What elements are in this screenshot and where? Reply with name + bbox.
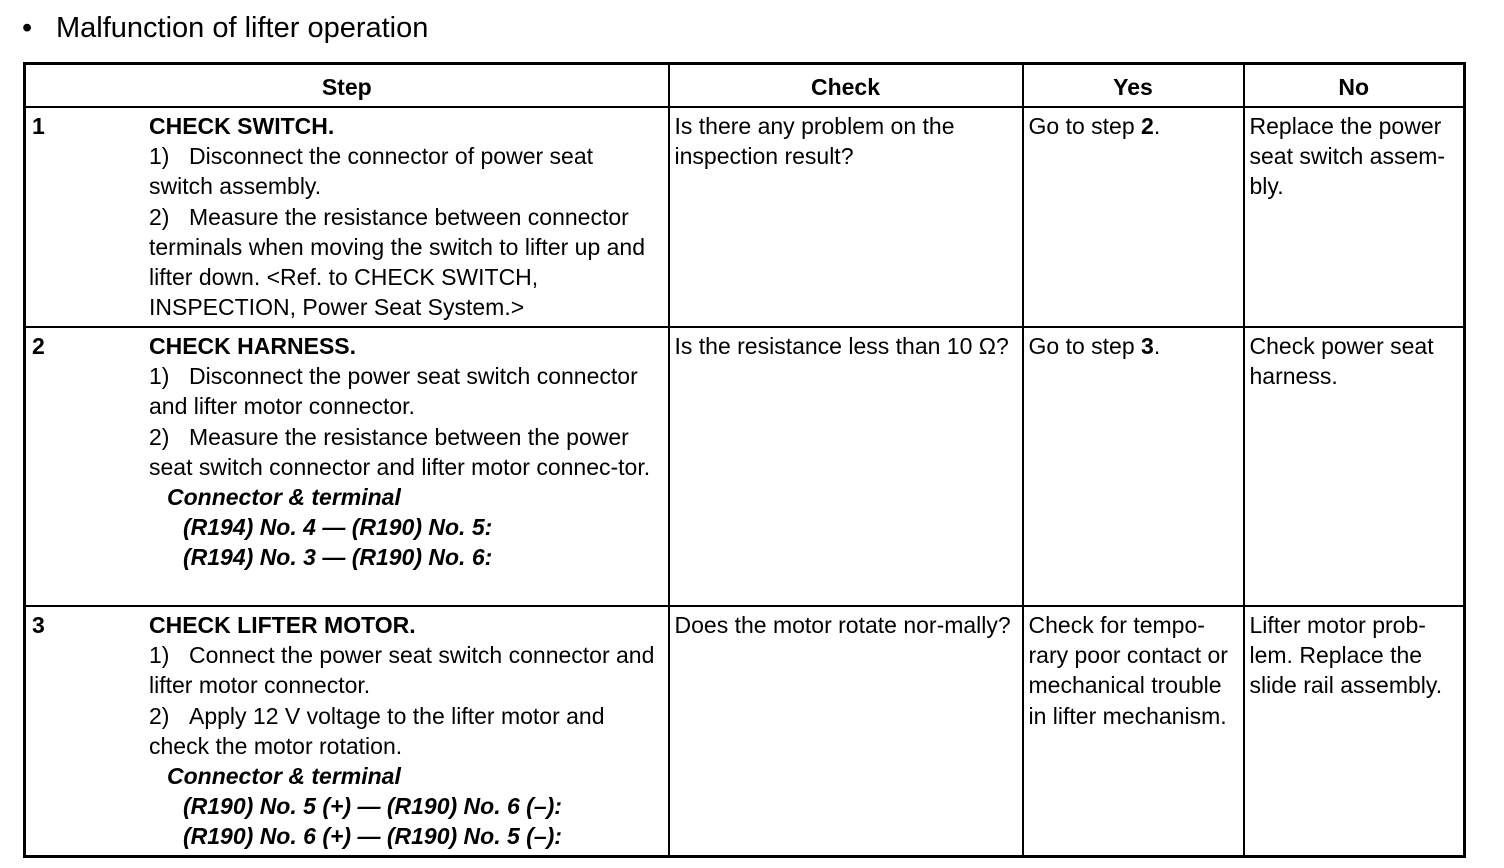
step-cell bbox=[25, 327, 669, 606]
table-row bbox=[25, 606, 1465, 856]
substep-text: Measure the resistance between connector terminals when moving the switch to lifter up and lifter down. <Ref. to CHECK SWITCH, INSPECTION, Power Seat System.> bbox=[149, 203, 646, 321]
step-cell bbox=[25, 107, 669, 327]
yes-step-ref: 2 bbox=[1141, 113, 1154, 139]
section-heading bbox=[22, 8, 428, 48]
connector-terminal-item: (R194) No. 3 — (R190) No. 6: bbox=[183, 544, 493, 571]
substep-text: Apply 12 V voltage to the lifter motor and check the motor rotation. bbox=[149, 702, 605, 759]
table-row bbox=[25, 327, 1465, 606]
step-number: 1 bbox=[32, 113, 45, 139]
substep bbox=[149, 141, 663, 201]
substep bbox=[149, 202, 663, 323]
yes-text: Check for tempo-rary poor contact or mechanical trouble in lifter mechanism. bbox=[1028, 612, 1228, 729]
yes-step-ref: 3 bbox=[1141, 333, 1154, 359]
no-cell: Replace the power seat switch assem-bly. bbox=[1244, 107, 1465, 327]
header-step: Step bbox=[25, 64, 669, 108]
yes-text: Go to step bbox=[1028, 113, 1142, 139]
step-cell bbox=[25, 606, 669, 856]
substep-text: Disconnect the power seat switch connector and lifter motor connector. bbox=[149, 363, 638, 420]
connector-terminal-item: (R194) No. 4 — (R190) No. 5: bbox=[183, 514, 493, 541]
substep bbox=[149, 422, 663, 482]
yes-cell bbox=[1023, 606, 1244, 856]
check-cell: Does the motor rotate nor-mally? bbox=[669, 606, 1023, 856]
header-check: Check bbox=[669, 64, 1023, 108]
substep-text: Disconnect the connector of power seat switch assembly. bbox=[149, 143, 594, 200]
substep-index: 2) bbox=[149, 423, 170, 450]
substep-text: Measure the resistance between the power seat switch connector and lifter motor connec-tor. bbox=[149, 423, 651, 480]
connector-terminal-heading: Connector & terminal bbox=[167, 763, 401, 790]
substep-index: 2) bbox=[149, 203, 170, 230]
section-title-text: Malfunction of lifter operation bbox=[56, 12, 429, 44]
connector-terminal-heading: Connector & terminal bbox=[167, 484, 401, 511]
check-cell: Is there any problem on the inspection result? bbox=[669, 107, 1023, 327]
step-title: CHECK LIFTER MOTOR. bbox=[149, 612, 416, 638]
step-title: CHECK SWITCH. bbox=[149, 113, 335, 139]
substep bbox=[149, 701, 663, 761]
yes-cell bbox=[1023, 327, 1244, 606]
yes-text: Go to step bbox=[1028, 333, 1142, 359]
substep-index: 1) bbox=[149, 363, 170, 390]
table-row bbox=[25, 107, 1465, 327]
no-cell: Check power seat harness. bbox=[1244, 327, 1465, 606]
substep bbox=[149, 640, 663, 700]
step-title: CHECK HARNESS. bbox=[149, 333, 357, 359]
table-header-row bbox=[25, 64, 1465, 108]
header-yes: Yes bbox=[1023, 64, 1244, 108]
step-number: 2 bbox=[32, 333, 45, 359]
substep-text: Connect the power seat switch connector and lifter motor connector. bbox=[149, 642, 655, 699]
substep-index: 1) bbox=[149, 642, 170, 669]
troubleshooting-table bbox=[23, 62, 1466, 858]
step-number: 3 bbox=[32, 612, 45, 638]
substep-index: 1) bbox=[149, 143, 170, 170]
header-no: No bbox=[1244, 64, 1465, 108]
yes-suffix: . bbox=[1153, 113, 1161, 139]
connector-terminal-item: (R190) No. 5 (+) — (R190) No. 6 (–): bbox=[183, 793, 562, 820]
check-cell: Is the resistance less than 10 Ω? bbox=[669, 327, 1023, 606]
yes-suffix: . bbox=[1153, 333, 1161, 359]
bullet-icon: • bbox=[22, 12, 33, 44]
yes-cell bbox=[1023, 107, 1244, 327]
substep-index: 2) bbox=[149, 702, 170, 729]
no-cell: Lifter motor prob-lem. Replace the slide rail assembly. bbox=[1244, 606, 1465, 856]
connector-terminal-item: (R190) No. 6 (+) — (R190) No. 5 (–): bbox=[183, 823, 562, 850]
substep bbox=[149, 361, 663, 421]
